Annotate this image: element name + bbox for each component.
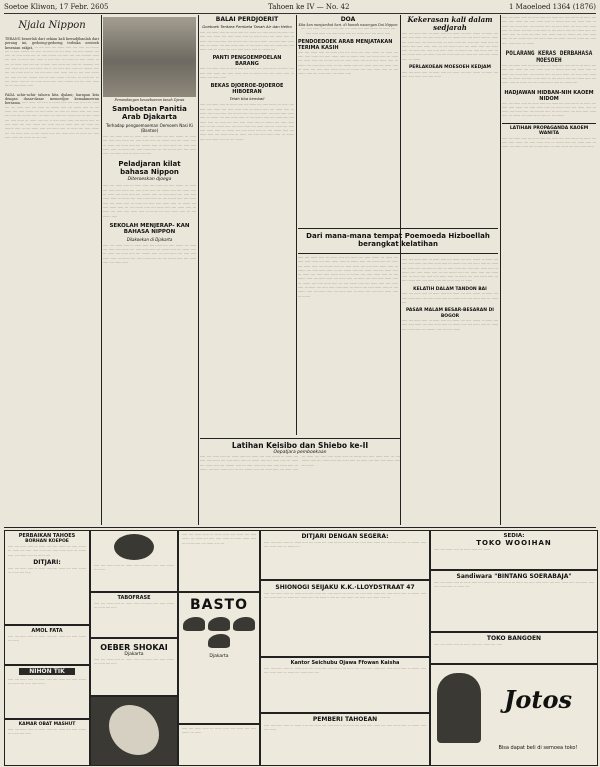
column-2: Pemandangan kesoeboeran tanah Djawa Samboetan Panitia Arab Djakarta Terhadap pengoemoeman Oemoem Nasi Ki (Bantoe) ····· ···· ······ ····· ··· ······ ····· ···· ······ ···· ····· ······· ··· ······ ···· ····· ····· ······ ···· ····· ······ ····· ··· ······· ····· ···· ······ ····· ··· ······ ···· ······ ····· ···· ········ ····· ··· ····· ······ ···· ····· ····· ······ ····· ··· ······· ···· ····· ······ ····· ··· ···· ······· ····· ···· ······ ····· ···· ······ ····· ··· ······ ···· ····· Peladjaran kilat bahasa Nippon Diteroeskan djoega ····· ···· ······ ····· ··· ······ ····· ···· ······ ···· ····· ······· ··· ······ ···· ····· ····· ······ ···· ····· ······ ····· ··· ······· ····· ···· ······ ····· ··· ······ ···· ······ ····· ···· ········ ····· ··· ····· ······ ···· ····· ····· ······ ····· ··· ······· ···· ····· ······ ····· ··· ···· ······· ····· ···· ······ ····· ···· ······ ····· ··· ······ ···· ····· ····· ······ ····· ··· ······· ···· ····· ······ ····· ··· ···· ······· ····· ···· ······ ····· ···· ······ ····· ··· ······ ···· ····· ····· ······ ····· ··· ······· ···· ····· ······ ····· ··· ···· ······· ····· SEKOLAH MENJERAP- KAN BAHASA NIPPON Dilakoekan di Djakarta ····· ···· ······ ····· ··· ······ ····· ···· ······ ···· ····· ······· ··· ······ ···· ····· ····· ······ ···· ····· ······ ····· ··· ······· ····· ···· ······ ····· ··· ······ ···· ······ ····· ···· ········ ····· ··· ····· ······ ···· ····· ····· ······ ····· ··· ······· ···· ····· ······ ····· ··· ···· ······· ····· ···· ······ ····· ···· ······ ·····: [103, 98, 196, 266]
headline-panti-pengoempoelan: PANTI PENGOEMPOELAN BARANG: [212, 55, 282, 68]
masthead: [4, 3, 596, 14]
column-3: BALAI PERDJOERIT Goeboek Tentara Pembela Tanah Air dan Heiho ····· ···· ······ ····· ··· ······ ····· ···· ······ ···· ····· ······· ··· ······ ···· ····· ····· ······ ···· ····· ······ ····· ··· ······· ····· ···· ······ ····· ··· ······ ···· ······ ····· ···· ········ ····· ··· ····· ······ ···· ····· ····· ······ ····· ··· ······· ···· ····· ······ ····· ··· ···· ······· ····· ···· ······ ····· ···· ······ ····· ··· ······ ···· ····· ····· ······ ····· ··· ······· ···· PANTI PENGOEMPOELAN BARANG ····· ···· ······ ····· ··· ······ ····· ···· ······ ···· ····· ······· ··· ······ ···· ····· ····· ······ ···· ····· ······ ····· ··· ······· ····· ···· ······ ····· ··· ······ ···· ······ ····· BEKAS DJOEROE-DJOEROE HIBOERAN Telah tiba kembali ····· ···· ······ ····· ··· ······ ····· ···· ······ ···· ····· ······· ··· ······ ···· ····· ····· ······ ···· ····· ······ ····· ··· ······· ····· ···· ······ ····· ··· ······ ···· ······ ····· ···· ········ ····· ··· ····· ······ ···· ····· ····· ······ ····· ··· ······· ···· ····· ······ ····· ··· ···· ······· ····· ···· ······ ····· ···· ······ ····· ··· ······ ···· ····· ····· ······ ····· ··· ······· ···· ····· ······ ····· ··· ···· ······· ····· ···· ······ ····· ···· ······ ····· ··· ······ ···· ····· ····· ······ ····· ··· ······· ···· ····· ······ ····· ··· ···· ······· ····· ···· ······ ····· ···· ······ ····· ··· ······ ···· ····· ····· ······ ····· ··· ······· ···· ····· ······ ····· ··· ···· ·······: [200, 16, 294, 142]
subheadline-djoeroe-hiboeran: Telah tiba kembali: [229, 96, 265, 102]
subheadline-peladjaran-kilat: Diteroeskan djoega: [127, 177, 172, 183]
column-4: DOA Kita kan menjambut hari, di bawah naoengan Dai Nippon ···· ····· ······ ····· ··· ······ ····· ···· ······ ···· ····· ······· ··· ······ ···· ····· ····· ······ ···· ····· ······ ····· ··· ······· ····· ···· ······ ····· PENDOEDOEK ARAB MENJATAKAN TERIMA KASIH ····· ···· ······ ····· ··· ······ ····· ···· ······ ···· ····· ······· ··· ······ ···· ····· ····· ······ ···· ····· ······ ····· ··· ······· ····· ···· ······ ····· ··· ······ ···· ······ ····· ···· ········ ····· ··· ····· ······ ···· ····· ····· ······ ····· ··· ······· ···· ····· ······ ····· ··· ···· ······· ····· ···· ······ ····· ···· ······ ····· ··· ······ ···· ····· ····· ······ ····· ··· ······· ···· ····· ······ ····· ··· ···· ······· ····· ···· ······ ····· ···· ······ ·····: [298, 16, 398, 77]
subheadline-keisibo: Oepatjara pemboekaan: [273, 450, 327, 455]
ad-oeber-shokai: OEBER SHOKAI Djakarta ····· ···· ······ ····· ··· ······ ····· ···· ······ ···· ····· ······· ··· ······ ···· ·····: [90, 638, 178, 696]
headline-hizboellah: Dari mana-mana tempat Poemoeda Hizboellah berangkat kelatihan: [306, 232, 490, 248]
keisibo-article: Latihan Keisibo dan Shiebo ke-II Oepatjara pemboekaan ····· ···· ······ ····· ··· ······ ····· ···· ······ ···· ····· ······· ··· ······ ···· ····· ····· ······ ···· ····· ······ ····· ··· ······· ····· ···· ······ ····· ··· ······ ···· ······ ····· ···· ········ ····· ··· ····· ······ ···· ····· ····· ······ ····· ··· ······· ···· ····· ······ ····· ··· ···· ······· ····· ···· ······ ····· ···· ······ ····· ··· ······ ···· ····· ····· ······ ····· ··· ······· ···· ····· ······ ····· ··· ···· ······· ····· ···· ······ ····· ···· ······ ····· ··· ······ ···· ····· ····· ······ ····· ··· ·······: [200, 438, 400, 527]
masthead-date: Soetoe Kliwon, 17 Febr. 2605: [4, 3, 109, 11]
ad-nihon-tik: NIHON TIK ····· ···· ······ ····· ··· ······ ····· ···· ······ ···· ····· ······· ··· ······ ···· ····· ····· ······: [4, 665, 90, 719]
photo-caption: Pemandangan kesoeboeran tanah Djawa: [114, 98, 185, 102]
basto-logo: BASTO: [189, 597, 249, 613]
ad-basto: BASTO Djakarta: [178, 592, 260, 724]
column-1: [5, 16, 99, 524]
headline-kelatih: KELATIH DALAM TANDON BAI: [413, 286, 487, 292]
headline-djoeroe-hiboeran: BEKAS DJOEROE-DJOEROE HIBOERAN: [210, 83, 284, 96]
ad-toko-bangoen: TOKO BANGOEN ····· ···· ······ ····· ··· ······ ····· ···· ······ ···· ·····: [430, 632, 598, 664]
masthead-issue: Tahoen ke IV — No. 42: [268, 3, 350, 11]
ad-small-listing: ····· ···· ······ ····· ··· ······ ····· ···· ······ ···· ····· ······· ··· ······: [178, 724, 260, 766]
column-5-lower: ····· ···· ······ ····· ··· ······ ····· ···· ······ ···· ····· ······· ··· ······ ···· ····· ····· ······ ···· ····· ······ ····· ··· ······· ····· ···· ······ ····· ··· ······ ···· ······ ····· ···· ········ ····· ··· ····· ······ ···· ····· ····· ······ ····· ··· ······· ···· ····· ······ ····· ··· ···· ······· ····· ···· ······ ····· ···· ······ ····· ··· ······ ···· ····· ····· ······ ····· ··· ······· ···· ····· ······ ····· ··· ···· ······· ····· ···· ······ ····· ···· ······ ····· ··· ······ KELATIH DALAM TANDON BAI ····· ···· ······ ····· ··· ······ ····· ···· ······ ···· ····· ······· ··· ······ ···· ····· ····· ······ ···· ····· ······ ····· ··· ······· ····· ···· ······ ····· ··· ······ ···· PASAR MALAM BESAR-BESARAN DI BOGOR ····· ···· ······ ····· ··· ······ ····· ···· ······ ···· ····· ······· ··· ······ ···· ····· ····· ······ ···· ····· ······ ····· ··· ······· ····· ···· ······ ····· ··· ······ ···· ······ ····· ···· ········ ····· ··· ····· ······: [402, 258, 498, 332]
ad-kantor-seichubu: Kantor Seichubu Ojawa Ffowan Kaisha ····· ···· ······ ····· ··· ······ ····· ···· ······ ···· ····· ······· ··· ······ ···· ····· ····· ······ ···· ····· ······ ····· ··· ······· ····· ···· ······ ····· ··· ······ ···· ······ ····· ····: [260, 657, 430, 713]
ad-amol-fata: AMOL FATA ····· ···· ······ ····· ··· ······ ····· ···· ······ ···· ····· ······· ··· ······: [4, 625, 90, 665]
headline-keisibo: Latihan Keisibo dan Shiebo ke-II: [231, 441, 369, 450]
jotos-tagline: Bisa dapat beli di semoea toko!: [498, 745, 578, 751]
ad-tabofrase: TABOFRASE ····· ···· ······ ····· ··· ······ ····· ···· ······ ···· ····· ······· ··· ······ ···· ·····: [90, 592, 178, 638]
headline-polarang-keras: POLARANG KERAS DERBAHASA MOESOEH: [505, 50, 593, 65]
woman-portrait-icon: [109, 705, 159, 755]
ad-hair-product: [90, 696, 178, 766]
headline-sekolah-bahasa: SEKOLAH MENJERAP- KAN BAHASA NIPPON: [109, 222, 190, 236]
ad-jotos: [430, 664, 598, 766]
jotos-logo: Jotos: [504, 685, 572, 714]
headline-pendoedoek-arab: PENDOEDOEK ARAB MENJATAKAN TERIMA KASIH: [298, 38, 393, 51]
headline-pasar-malam: PASAR MALAM BESAR-BESARAN DI BOGOR: [406, 308, 494, 319]
headline-perlakoean-moesoeh: PERLAKOEAN MOESOEH KEDJAM: [409, 65, 491, 71]
subheadline-sekolah-bahasa: Dilakoekan di Djakarta: [126, 236, 173, 242]
ad-perbaikan-tahoes: PERBAIKAN TAHOES BORHAN KOEPOE ····· ···· ······ ····· ··· ······ ····· ···· ······ ···· ····· ······· ··· ······ ···· ····· ····· ······ ···· ····· ······ ····· ··· ······· ····· ···· ······ ····· ··· ······ ···· DITJARI: ····· ···· ······ ····· ··· ······ ····· ···· ······ ···· ····· ······· ··· ······ ···· ·····: [4, 530, 90, 625]
column-5: Kekerasan kali dalam sedjarah ····· ···· ······ ····· ··· ······ ····· ···· ······ ···· ····· ······· ··· ······ ···· ····· ····· ······ ···· ····· ······ ····· ··· ······· ····· ···· ······ ····· ··· ······ ···· ······ ····· ···· ········ ····· ··· ····· ······ ···· ····· ····· ······ ····· ··· ······· ···· ····· ······ ····· ··· ···· ······· ····· ···· ······ ····· ···· ······ ····· ··· ······ ···· ····· ····· ······ ····· ··· ······· ···· ····· ······ ····· ··· ···· ······· ····· ···· ······ ····· ···· ······ ····· ··· ······ ···· ····· ····· ······ ····· ··· ······· PERLAKOEAN MOESOEH KEDJAM ····· ···· ······ ····· ··· ······ ····· ···· ······ ···· ····· ······· ··· ······ ···· ····· ····· ······ ···· ····· ······: [402, 16, 498, 79]
ad-shionogi: SHIONOGI SEIJAKU K.K.·LLOYDSTRAAT 47 ····· ···· ······ ····· ··· ······ ····· ···· ······ ···· ····· ······· ··· ······ ···· ····· ····· ······ ···· ····· ······ ····· ··· ······· ····· ···· ······ ····· ··· ······ ···· ······ ····· ···· ········ ····· ··· ····· ······ ···· ····· ····· ······ ····· ···: [260, 580, 430, 657]
ad-pemberi-tahoean: PEMBERI TAHOEAN ····· ···· ······ ····· ··· ······ ····· ···· ······ ···· ····· ······· ··· ······ ···· ····· ····· ······ ···· ····· ······ ····· ··· ······· ····· ···· ······: [260, 713, 430, 766]
headline-doa: DOA: [340, 16, 356, 23]
hizboellah-text: ····· ···· ······ ····· ··· ······ ····· ···· ······ ···· ····· ······· ··· ······ ···· ····· ····· ······ ···· ····· ······ ····· ··· ······· ····· ···· ······ ····· ··· ······ ···· ······ ····· ···· ········ ····· ··· ····· ······ ···· ····· ····· ······ ····· ··· ······· ···· ····· ······ ····· ··· ···· ······· ····· ···· ······ ····· ···· ······ ····· ··· ······ ···· ····· ····· ······ ····· ··· ······· ···· ····· ······ ····· ··· ···· ······· ····· ···· ······ ····· ···· ······ ····· ··· ······ ···· ····· ····· ······ ····· ··· ······· ···· ····· ······ ····· ··· ···· ······· ····· ···· ······ ····· ···· ······ ····· ··· ······ ···· ····· ····· ······ ····· ··· ······· ···· ····· ······ ····· ··· ···· ······· ····· ···· ······ ····· ···· ······ ····· ··· ······ ···· ····· ····· ······ ····· ··· ·······: [298, 256, 398, 299]
masthead-islamic-date: 1 Maoeloed 1364 (1876): [508, 3, 596, 11]
landscape-photo: [103, 17, 196, 97]
column-1-text: TERANG benerlah dari sekian kali kewadjibanlah dari perang ini, gedoeng-gedoeng terbuka oentoek kesenian rakjat, ··· ···· ····· ···· ······ ····· ···· ····· ··· ········ ···· ·· ····· ········ ···· ····· ··· ······ ··· ···· ······ ···· ····· ········ ···· ····· ··· ····· ······ ···· ··· ····· ······· ···· ····· ···· ···· ········· ······ ···· ····· ··· ······ ····· ······ ·· ····· ····· ··· ······ ···· ····· ······· ··· ···· ··· ······ ····· ···· ···· ·· ······ ····· ······ ···· ····· ··· ·········· ···· ····· ······ ···· ··· ····· ······ ···· ·· ···· ····· ····· ······ ··· ········ ····· ···· ···· ······ ····· ·· ···· ···· ······ ····· ······ ···· ··· ···· ····· ······· ···· ····· ···· ···· ········ ····· ··· ····· ······· ···· ····· ··· ······ ···· ··· ···· ······· ····· ··· ··· ······ ······ ····· ····· ········ ···· ···· ····· ······ ··· ··· ····· ······ ····· PADA achir-achir tahoen kita djalani; harapan kita dengan dasar-dasar menoedjoe kemakmoeran bersama. ····· ······ ···· ····· ·· ······· ····· ···· ····· ······ ··· ······ ···· ···· ······ ····· ···· ······ ··· ········ ····· ···· ······· ····· ··· ···· ······ ···· ····· ······· ···· ····· ······ ··· ····· ··· ······· ····· ···· ······ ···· ····· ···· ········ ····· ··· ······ ···· ····· ···· ······· ···· ··· ····· ······ ···· ····· ······ ··· ······ ····· ···· ·· ····· ······ ····· ···· ······· ····· ··· ····· ······ ···· ····· ······· ···· ······ ···· ··· ······ ····· ···· ······ ···· ········ ····· ··· ···· ······ ····· ···· ······ ····· ··· ······ ···· ····· ······· ···· ···· ······ ····· ··· ···· ······· ····· ···· ······ ····· ··· ······ ···· ····· ····· ······ ···· ······ ··· ···· ·····: [5, 37, 99, 140]
ad-tabo: ····· ···· ······ ····· ··· ······ ····· ···· ······ ···· ····· ······· ··· ······: [90, 530, 178, 592]
ad-kamar-obat: KAMAR OBAT MASHUT ····· ···· ······ ····· ··· ······ ····· ···· ······ ···· ····· ······· ··· ······ ···· ·····: [4, 719, 90, 766]
ad-listing: ····· ···· ······ ····· ··· ······ ····· ···· ······ ···· ····· ······· ··· ······ ···· ····· ····· ······ ···· ····· ······ ····· ··· ······· ····· ···· ······ ····· ···: [178, 530, 260, 592]
ad-sedia: SEDIA: TOKO WOOIHAN ····· ···· ······ ····· ··· ······ ····· ···· ······: [430, 530, 598, 570]
headline-panitia-arab: Samboetan Panitia Arab Djakarta: [112, 105, 187, 121]
ad-ditjari-segera: DITJARI DENGAN SEGERA: ····· ···· ······ ····· ··· ······ ····· ···· ······ ···· ····· ······· ··· ······ ···· ····· ····· ······ ···· ····· ······ ····· ··· ······· ····· ···· ······ ····· ··· ······ ····: [260, 530, 430, 580]
column-6: ····· ···· ······ ····· ··· ······ ····· ···· ······ ···· ····· ······· ··· ······ ···· ····· ····· ······ ···· ····· ······ ····· ··· ······· ····· ···· ······ ····· ··· ······ ···· ······ ····· ···· ········ ····· ··· ····· ······ ···· ····· ····· ······ ····· ··· ······· ···· ····· ······ ····· ··· ···· ······· ····· ···· ······ ····· ···· ······ ····· ··· ······ ···· ····· ····· ······ ····· ··· ······· ···· ····· ······ ····· ··· ···· ······· ····· ···· ······ ····· ···· ······ ····· ··· ······ ···· ····· ····· ······ ····· ··· ······· POLARANG KERAS DERBAHASA MOESOEH ····· ···· ······ ····· ··· ······ ····· ···· ······ ···· ····· ······· ··· ······ ···· ····· ····· ······ ···· ····· ······ ····· ··· ······· ····· ···· ······ ····· ··· ······ ···· ······ ····· ···· ········ ····· ··· ····· ······ ···· ····· ····· ······ ····· ··· ······· ···· ····· ······ ····· ··· ···· ······· ····· ···· ······ ····· ···· ······ ····· ··· ······ ···· ····· ····· ······ ····· ··· ······· ···· HADJAWAN HIDBAN-NIH KAOEM NIDOM ····· ···· ······ ····· ··· ······ ····· ···· ······ ···· ····· ······· ··· ······ ···· ····· ····· ······ ···· ····· ······ ····· ··· ······· ····· ···· ······ ····· ··· ······ ···· ······ ····· ···· ········ ····· ··· ····· ······ ···· ····· ····· ······ ····· ··· ······· ···· ····· ······ ····· ··· ···· ······· LATIHAN PROPAGANDA KAOEM WANITA ····· ···· ······ ····· ··· ······ ····· ···· ······ ···· ····· ······· ··· ······ ···· ····· ····· ······ ···· ····· ······ ····· ··· ······· ····· ···· ······ ····· ··· ······ ···· ······ ····· ···· ········ ····· ··· ····· ······ ···· ····· ····· ······: [502, 16, 596, 150]
poem-doa: Kita kan menjambut hari, di bawah naoengan Dai Nippon: [298, 23, 398, 27]
headline-peladjaran-kilat: Peladjaran kilat bahasa Nippon: [118, 160, 181, 177]
headline-balai-perdjoerit: BALAI PERDJOERIT: [215, 16, 279, 23]
jotos-bottle-icon: [437, 673, 481, 743]
column-1-title: Njala Nippon: [18, 20, 86, 31]
tabo-logo-icon: [114, 534, 154, 560]
subheadline-panitia-arab: Terhadap pengoemoeman Oemoem Nasi Ki (Bantoe): [106, 123, 193, 133]
ad-sandiwara: Sandiwara "BINTANG SOERABAJA" ····· ···· ······ ····· ··· ······ ····· ···· ······ ···· ····· ······· ··· ······ ···· ····· ····· ······ ···· ····· ······ ····· ··· ······· ····· ···· ······ ····· ··· ······ ····: [430, 570, 598, 632]
headline-kekerasan: Kekerasan kali dalam sedjarah: [407, 16, 493, 32]
headline-hadjawan: HADJAWAN HIDBAN-NIH KAOEM NIDOM: [504, 89, 594, 102]
subheadline-balai-perdjoerit: Goeboek Tentara Pembela Tanah Air dan Heiho: [202, 24, 292, 29]
shoe-illustrations: [179, 617, 259, 648]
headline-latihan-propaganda: LATIHAN PROPAGANDA KAOEM WANITA: [502, 123, 596, 137]
